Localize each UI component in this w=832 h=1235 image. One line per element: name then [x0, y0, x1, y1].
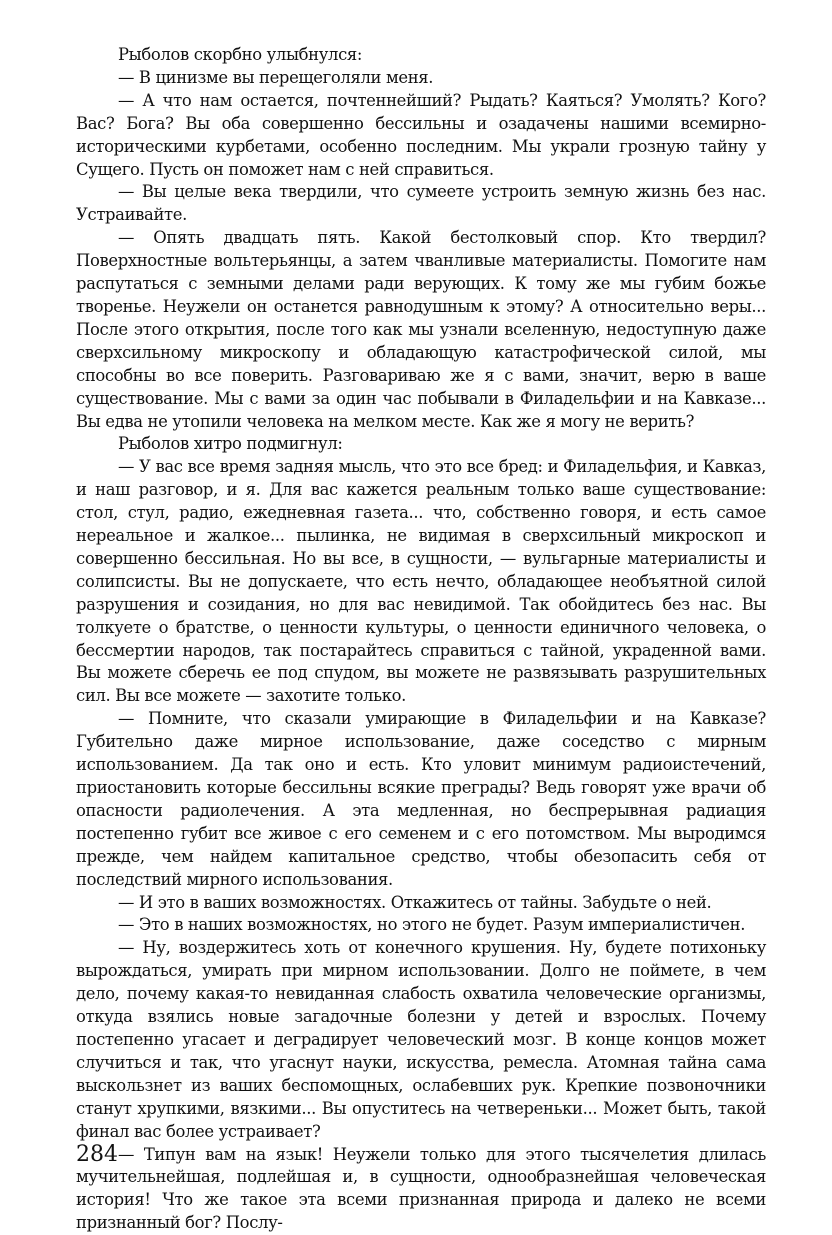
paragraph: — Помните, что сказали умирающие в Филадельфии и на Кавказе? Губительно даже мирное использование, даже соседство с мирным использованием. Да так оно и есть. Кто уловит минимум радиоистечений, приостановить которые бессильны всякие преграды? Ведь говорят уже врачи об опасности радиолечения. А эта медленная, но беспрерывная радиация постепенно губит все живое с его семенем и с его потомством. Мы выродимся прежде, чем найдем капитальное средство, чтобы обезопасить себя от последствий мирного использования. — [76, 708, 766, 891]
paragraph: — Ну, воздержитесь хоть от конечного крушения. Ну, будете потихоньку вырождаться, умирать при мирном использовании. Долго не поймете, в чем дело, почему какая-то невиданная слабость охватила человеческие организмы, откуда взялись новые загадочные болезни у детей и взрослых. Почему постепенно угасает и деградирует человеческий мозг. В конце концов может случиться и так, что угаснут науки, искусства, ремесла. Атомная тайна сама выскользнет из ваших беспомощных, ослабевших рук. Крепкие позвоночники станут хрупкими, вязкими... Вы опуститесь на четвереньки... Может быть, такой финал вас более устраивает? — [76, 937, 766, 1143]
paragraph: — Типун вам на язык! Неужели только для этого тысячелетия длилась мучительнейшая, подлейшая и, в сущности, однообразнейшая человеческая история! Что же такое эта всеми признанная природа и далеко не всеми признанный бог? Послу- — [76, 1144, 766, 1235]
paragraph: Рыболов скорбно улыбнулся: — [76, 44, 766, 67]
page-number: 284 — [76, 1142, 118, 1167]
paragraph: — А что нам остается, почтеннейший? Рыдать? Каяться? Умолять? Кого? Вас? Бога? Вы оба совершенно бессильны и озадачены нашими всемирно-историческими курбетами, особенно последним. Мы украли грозную тайну у Сущего. Пусть он поможет нам с ней справиться. — [76, 90, 766, 182]
paragraph: — Опять двадцать пять. Какой бестолковый спор. Кто твердил? Поверхностные вольтерьянцы, а затем чванливые материалисты. Помогите нам распутаться с земными делами ради верующих. К тому же мы губим божье творенье. Неужели он останется равнодушным к этому? А относительно веры... После этого открытия, после того как мы узнали вселенную, недоступную даже сверхсильному микроскопу и обладающую катастрофической силой, мы способны во все поверить. Разговариваю же я с вами, значит, верю в ваше существование. Мы с вами за один час побывали в Филадельфии и на Кавказе... Вы едва не утопили человека на мелком месте. Как же я могу не верить? — [76, 227, 766, 433]
page-text — [76, 44, 766, 1235]
paragraph: — В цинизме вы перещеголяли меня. — [76, 67, 766, 90]
paragraph: — Это в наших возможностях, но этого не будет. Разум империалистичен. — [76, 914, 766, 937]
paragraph: — У вас все время задняя мысль, что это все бред: и Филадельфия, и Кавказ, и наш разговор, и я. Для вас кажется реальным только ваше существование: стол, стул, радио, ежедневная газета... что, собственно говоря, и есть самое нереальное и жалкое... пылинка, не видимая в сверхсильный микроскоп и совершенно бессильная. Но вы все, в сущности, — вульгарные материалисты и солипсисты. Вы не допускаете, что есть нечто, обладающее необъятной силой разрушения и созидания, но для вас невидимой. Так обойдитесь без нас. Вы толкуете о братстве, о ценности культуры, о ценности единичного человека, о бессмертии народов, так постарайтесь справиться с тайной, украденной вами. Вы можете сберечь ее под спудом, вы можете не развязывать разрушительных сил. Вы все можете — захотите только. — [76, 456, 766, 708]
paragraph: — И это в ваших возможностях. Откажитесь от тайны. Забудьте о ней. — [76, 892, 766, 915]
paragraph: — Вы целые века твердили, что сумеете устроить земную жизнь без нас. Устраивайте. — [76, 181, 766, 227]
paragraph: Рыболов хитро подмигнул: — [76, 433, 766, 456]
